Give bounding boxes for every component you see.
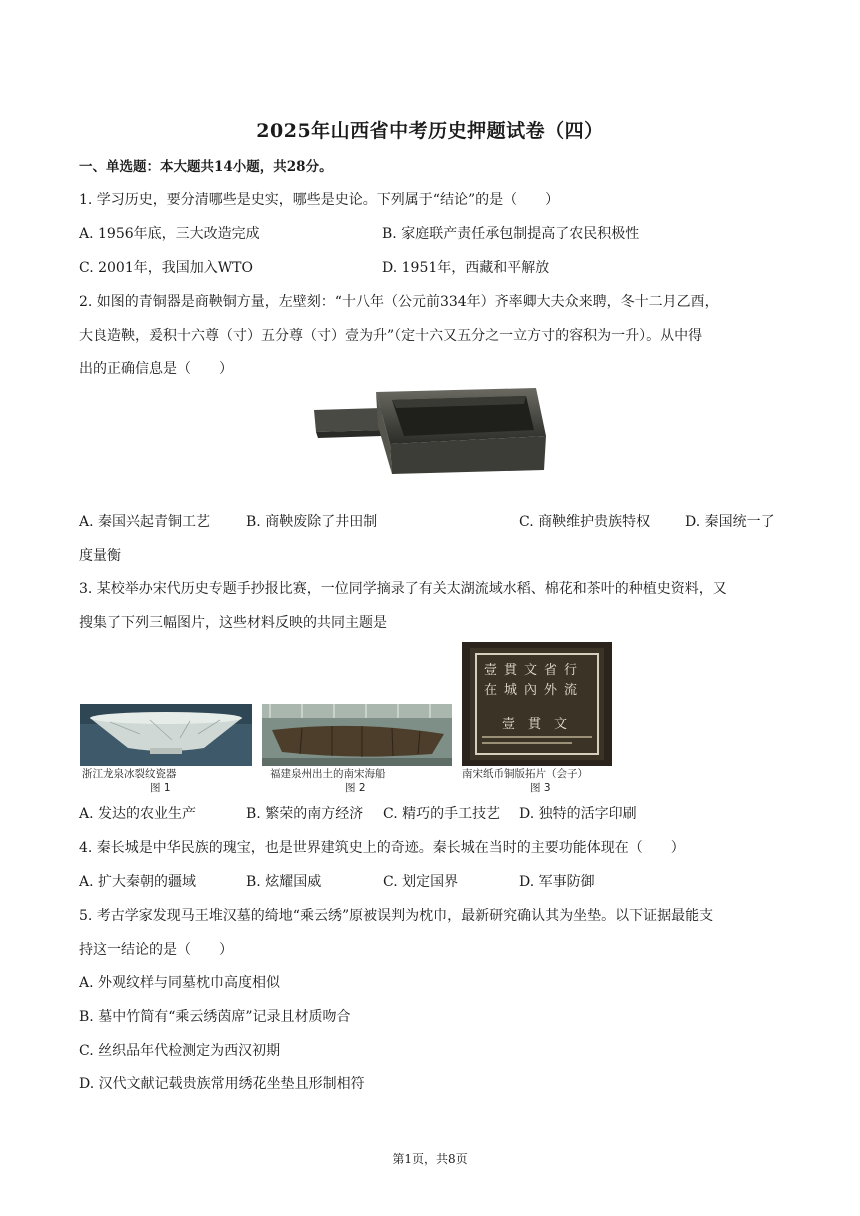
q5-option-b[interactable]: B. 墓中竹简有“乘云绣茵席”记录且材质吻合: [79, 1009, 351, 1025]
q3-caption-2: 福建泉州出土的南宋海船: [270, 768, 386, 780]
q2-option-d-wrap: 度量衡: [79, 548, 121, 564]
bronze-measure-image: [312, 384, 548, 476]
q5-option-a[interactable]: A. 外观纹样与同墓枕巾高度相似: [79, 975, 281, 991]
q3-option-d[interactable]: D. 独特的活字印刷: [519, 806, 637, 822]
q2-option-b[interactable]: B. 商鞅废除了井田制: [246, 514, 378, 530]
celadon-bowl-image: [80, 704, 252, 766]
svg-text:貫: 貫: [504, 663, 518, 678]
q4-option-a[interactable]: A. 扩大秦朝的疆域: [79, 874, 197, 890]
q3-fig-label-1: 图 1: [150, 782, 171, 794]
svg-text:外: 外: [544, 683, 558, 698]
exam-title: 2025年山西省中考历史押题试卷（四）: [256, 120, 604, 142]
q1-option-a[interactable]: A. 1956年底，三大改造完成: [79, 226, 260, 242]
q1-option-d[interactable]: D. 1951年，西藏和平解放: [382, 260, 550, 276]
svg-text:文: 文: [554, 717, 568, 732]
svg-text:城: 城: [504, 683, 518, 698]
svg-text:內: 內: [524, 683, 538, 698]
q4-option-d[interactable]: D. 军事防御: [519, 874, 595, 890]
q4-option-c[interactable]: C. 划定国界: [383, 874, 459, 890]
page-footer: 第1页，共8页: [392, 1152, 468, 1166]
svg-text:貫: 貫: [528, 717, 542, 732]
q5-option-d[interactable]: D. 汉代文献记载贵族常用绣花坐垫且形制相符: [79, 1076, 365, 1092]
svg-text:壹: 壹: [502, 717, 516, 732]
q5-option-c[interactable]: C. 丝织品年代检测定为西汉初期: [79, 1043, 281, 1059]
q1-stem: 1. 学习历史，要分清哪些是史实，哪些是史论。下列属于“结论”的是（ ）: [79, 192, 560, 208]
q5-stem-line-1: 5. 考古学家发现马王堆汉墓的绮地“乘云绣”原被误判为枕巾，最新研究确认其为坐垫。以下证据最能支: [79, 908, 714, 924]
q1-option-b[interactable]: B. 家庭联产责任承包制提高了农民积极性: [382, 226, 640, 242]
svg-text:壹: 壹: [484, 663, 498, 678]
q3-fig-label-3: 图 3: [530, 782, 551, 794]
svg-text:行: 行: [564, 663, 578, 678]
svg-text:在: 在: [484, 683, 498, 698]
section-heading: 一、单选题：本大题共14小题，共28分。: [79, 159, 333, 175]
q3-fig-label-2: 图 2: [345, 782, 366, 794]
paper-money-rubbing-image: [462, 642, 612, 766]
svg-text:省: 省: [544, 663, 558, 678]
q3-option-a[interactable]: A. 发达的农业生产: [79, 806, 197, 822]
q3-caption-3: 南宋纸币铜版拓片（会子）: [462, 768, 588, 780]
q2-option-a[interactable]: A. 秦国兴起青铜工艺: [79, 514, 211, 530]
q2-option-c[interactable]: C. 商鞅维护贵族特权: [519, 514, 651, 530]
q3-option-b[interactable]: B. 繁荣的南方经济: [246, 806, 364, 822]
q4-stem: 4. 秦长城是中华民族的瑰宝，也是世界建筑史上的奇迹。秦长城在当时的主要功能体现在（ ）: [79, 840, 685, 856]
svg-text:流: 流: [564, 683, 578, 698]
song-ship-image: [262, 704, 452, 766]
q1-option-c[interactable]: C. 2001年，我国加入WTO: [79, 260, 253, 276]
q4-option-b[interactable]: B. 炫耀国威: [246, 874, 322, 890]
q2-stem-line-1: 2. 如图的青铜器是商鞅铜方量，左壁刻：“十八年（公元前334年）齐率卿大夫众来聘，冬十二月乙酉，: [79, 294, 719, 310]
q3-stem-line-2: 搜集了下列三幅图片，这些材料反映的共同主题是: [79, 615, 387, 631]
q3-stem-line-1: 3. 某校举办宋代历史专题手抄报比赛，一位同学摘录了有关太湖流域水稻、棉花和茶叶的种植史资料，又: [79, 581, 727, 597]
q5-stem-line-2: 持这一结论的是（ ）: [79, 942, 233, 958]
q2-stem-line-2: 大良造鞅，爰积十六尊（寸）五分尊（寸）壹为升”（定十六又五分之一立方寸的容积为一升）。从中得: [79, 328, 703, 344]
q2-stem-line-3: 出的正确信息是（ ）: [79, 361, 233, 377]
q2-option-d[interactable]: D. 秦国统一了: [685, 514, 775, 530]
q3-option-c[interactable]: C. 精巧的手工技艺: [383, 806, 501, 822]
svg-text:文: 文: [524, 663, 538, 678]
q3-caption-1: 浙江龙泉冰裂纹瓷器: [82, 768, 177, 780]
